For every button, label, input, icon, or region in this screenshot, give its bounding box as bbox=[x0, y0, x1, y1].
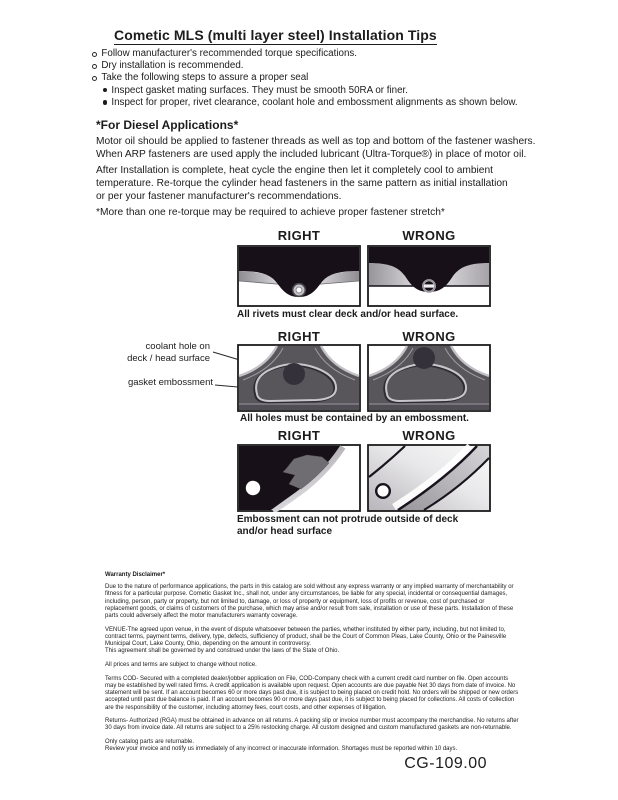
protrude-caption bbox=[237, 514, 458, 538]
label-line: deck / head surface bbox=[127, 353, 210, 364]
paragraph-line: or per your fastener manufacturer's recommendations. bbox=[96, 191, 342, 203]
diesel-heading: *For Diesel Applications* bbox=[96, 118, 239, 132]
deck-strip bbox=[369, 405, 489, 410]
paragraph-line: After Installation is complete, heat cycle the engine then let it completely cool to ambient bbox=[96, 165, 493, 176]
coolant-hole bbox=[413, 347, 435, 369]
deck-strip bbox=[239, 405, 359, 410]
rivet-deck-intersection bbox=[424, 284, 434, 287]
circle-bullet-icon bbox=[92, 76, 97, 81]
returnable-line: Only catalog parts are returnable. bbox=[105, 739, 195, 746]
venue-paragraph: VENUE-The agreed upon venue, in the event of dispute whatsoever between the parties, whether instituted by either party, including, but not limited to, contract terms, payment terms, delivery, type, defects, sufficiency of product, shall be the Court of Common Pleas, Lake County, Ohio or the Painesville Municipal Court, Lake County, Ohio, depending on the amount in controversy. bbox=[105, 626, 507, 648]
tip-text: Dry installation is recommended. bbox=[101, 60, 244, 72]
holes-right-figure bbox=[237, 344, 361, 412]
retorque-note: *More than one re-torque may be required to achieve proper fastener stretch* bbox=[96, 207, 445, 218]
installation-tips-list bbox=[92, 48, 518, 109]
review-line: Review your invoice and notify us immediately of any incorrect or inaccurate information. Shortages must be reported within 10 days. bbox=[105, 746, 458, 753]
rivet-wrong-figure bbox=[367, 245, 491, 307]
list-item bbox=[92, 48, 518, 60]
tip-text: Inspect for proper, rivet clearance, coolant hole and embossment alignments as shown below. bbox=[111, 96, 518, 108]
holes-wrong-figure bbox=[367, 344, 491, 412]
dot-bullet-icon bbox=[103, 100, 107, 104]
tip-text: Take the following steps to assure a proper seal bbox=[101, 72, 309, 84]
legal-footer bbox=[105, 572, 519, 754]
diesel-paragraph-2 bbox=[96, 164, 508, 204]
bolt-hole-icon bbox=[246, 481, 260, 495]
protrude-wrong-figure bbox=[367, 444, 491, 512]
rivet-wrong-label: WRONG bbox=[402, 228, 456, 243]
holes-caption: All holes must be contained by an embossment. bbox=[240, 413, 469, 424]
rivet-center bbox=[296, 287, 302, 293]
returns-paragraph: Returns- Authorized (RGA) must be obtained in advance on all returns. A packing slip or invoice number must accompany the merchandise. No returns after 30 days from invoice date. All returns are subject to a 25% restocking charge. All custom designed and custom manufactured gaskets are non-returnable. bbox=[105, 718, 519, 732]
list-item bbox=[92, 60, 518, 72]
tip-text: Inspect gasket mating surfaces. They must be smooth 50RA or finer. bbox=[111, 84, 408, 96]
paragraph-line: temperature. Re-torque the cylinder head fasteners in the same pattern as initial installation bbox=[96, 178, 508, 190]
warranty-paragraph: Due to the nature of performance applications, the parts in this catalog are sold without any express warranty or any implied warranty of merchantability or fitness for a particular purpose. Cometic Gasket Inc., shall not, under any circumstances, be liable for any special, incidental or consequential damages, including, person, party or property, but not limited to, damage, or loss of property or equipment, loss of profits or revenue, cost of purchased or replacement goods, or claims of customers of the purchase, which may arise and/or result from sale, installation or use of these parts. Installation of these parts could adversely affect the motor manufacturers warranty coverage. bbox=[105, 584, 514, 620]
holes-wrong-label: WRONG bbox=[402, 329, 456, 344]
tip-text: Follow manufacturer's recommended torque specifications. bbox=[101, 48, 358, 59]
page-code: CG-109.00 bbox=[404, 755, 487, 772]
circle-bullet-icon bbox=[92, 52, 97, 57]
list-item bbox=[92, 72, 518, 84]
list-item bbox=[103, 85, 518, 97]
list-item bbox=[103, 97, 518, 109]
circle-bullet-icon bbox=[92, 64, 97, 69]
prices-line: All prices and terms are subject to change without notice. bbox=[105, 662, 257, 669]
caption-line: and/or head surface bbox=[237, 526, 333, 538]
protrude-right-figure bbox=[237, 444, 361, 512]
rivet-right-label: RIGHT bbox=[277, 228, 321, 243]
paragraph-line: When ARP fasteners are used apply the included lubricant (Ultra-Torque®) in place of motor oil. bbox=[96, 149, 527, 161]
rivet-right-figure bbox=[237, 245, 361, 307]
holes-right-label: RIGHT bbox=[277, 329, 321, 344]
dot-bullet-icon bbox=[103, 88, 107, 92]
governing-line: This agreement shall be governed by and construed under the laws of the State of Ohio. bbox=[105, 648, 340, 655]
diesel-paragraph-1 bbox=[96, 135, 535, 161]
label-line: coolant hole on bbox=[145, 341, 210, 352]
page-title: Cometic MLS (multi layer steel) Installation Tips bbox=[114, 27, 437, 43]
protrude-right-label: RIGHT bbox=[277, 428, 321, 443]
rivet-caption: All rivets must clear deck and/or head surface. bbox=[237, 309, 459, 320]
paragraph-line: Motor oil should be applied to fastener threads as well as top and bottom of the fastener washers. bbox=[96, 136, 536, 147]
bolt-hole-icon bbox=[376, 484, 390, 498]
coolant-hole bbox=[283, 363, 305, 385]
protrude-wrong-label: WRONG bbox=[402, 428, 456, 443]
gasket-embossment-label: gasket embossment bbox=[127, 377, 213, 388]
warranty-heading: Warranty Disclaimer* bbox=[105, 572, 166, 578]
terms-paragraph: Terms COD- Secured with a completed dealer/jobber application on File, COD-Company check with a current credit card number on file. Open accounts may be established by well rated firms. A credit application is available upon request. Open accounts are due payable Net 30 days from date of invoice. No statement will be sent. If an account becomes 60 or more days past due, it is subject to being placed on credit hold. No orders will be shipped or new orders accepted until past due balance is paid. If an account becomes 90 or more days past due, it is subject to being placed for collections. All costs of collection are the responsibility of the customer, including attorney fees, court costs, and other expenses of litigation. bbox=[105, 675, 519, 711]
caption-line: Embossment can not protrude outside of deck bbox=[237, 514, 459, 525]
